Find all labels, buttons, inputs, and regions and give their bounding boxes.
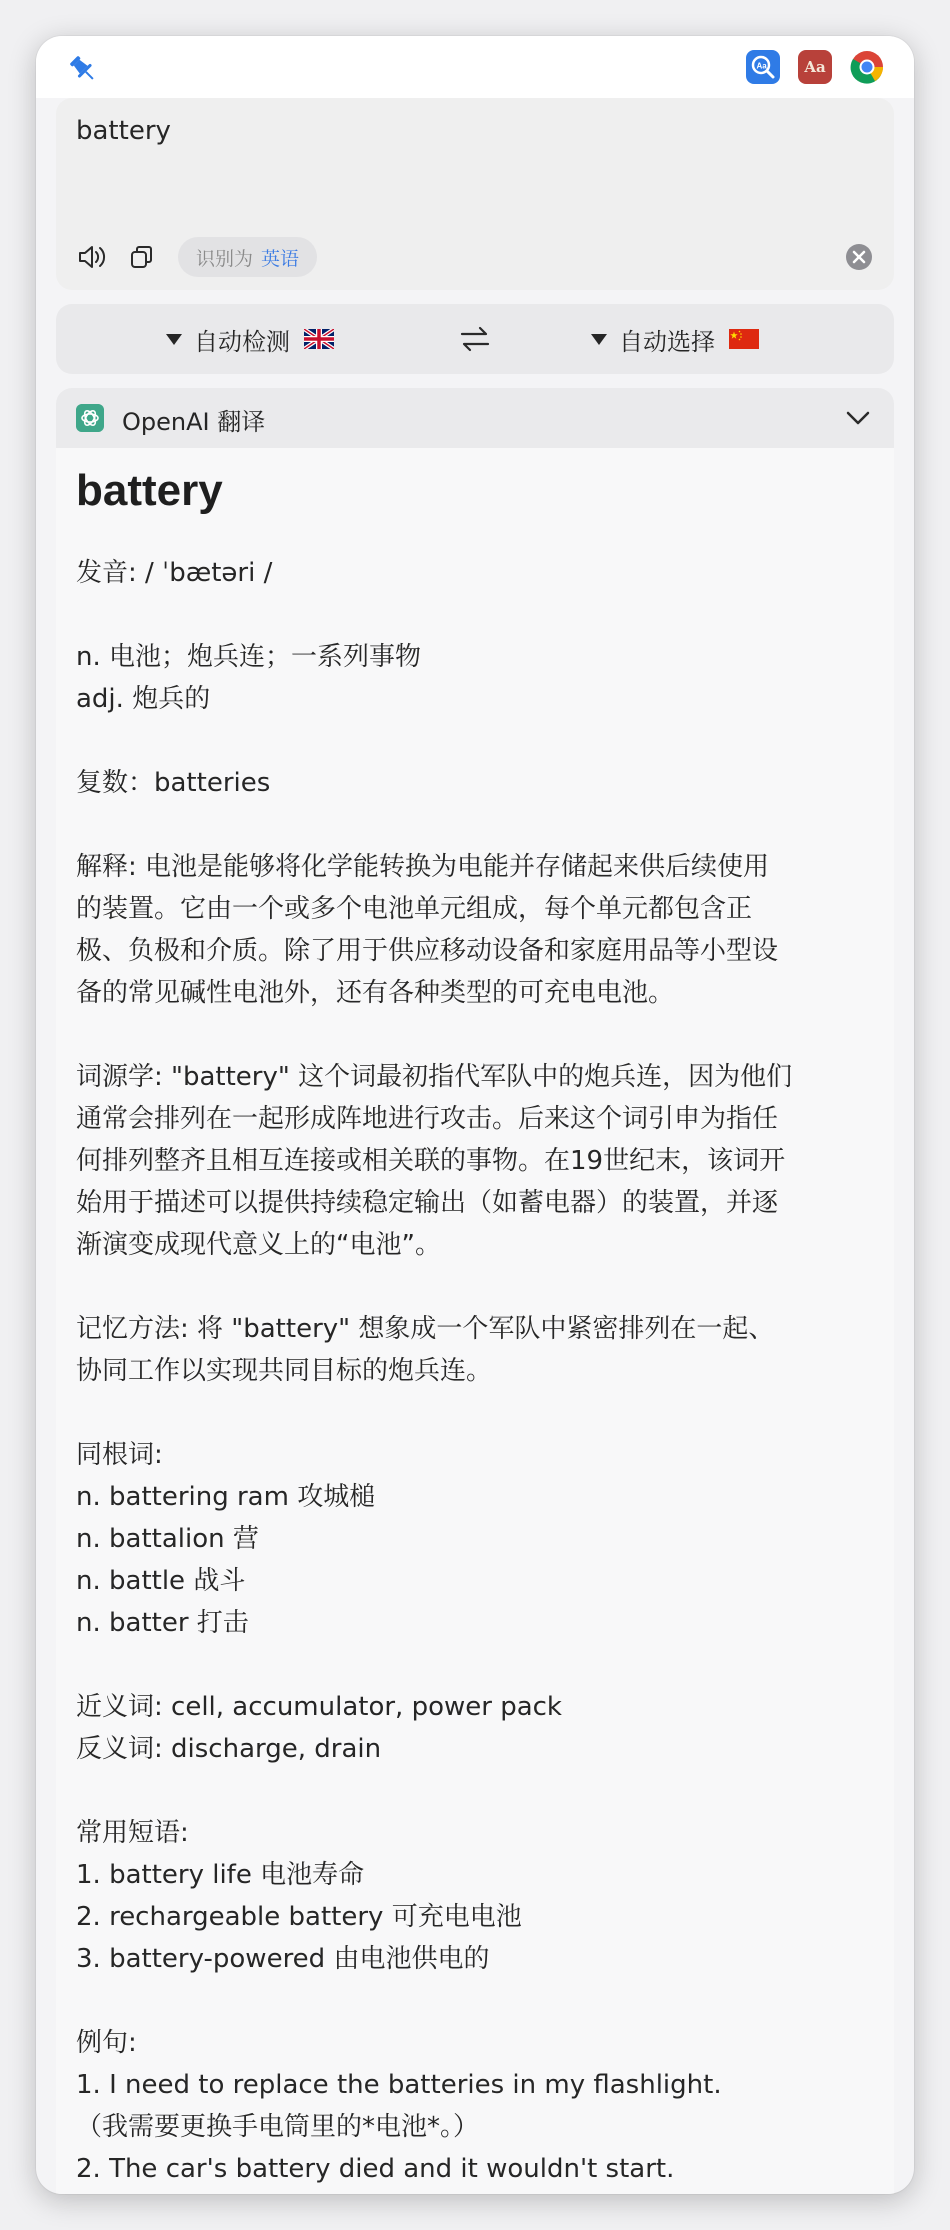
- result-line: 2. The car's battery died and it wouldn't start.: [76, 2154, 675, 2184]
- source-language-label: 自动检测: [194, 327, 290, 356]
- result-line: n. 电池；炮兵连；一系列事物: [76, 642, 422, 672]
- result-line: 1. battery life 电池寿命: [76, 1860, 365, 1890]
- result-line: adj. 炮兵的: [76, 684, 211, 714]
- copy-icon[interactable]: [128, 243, 156, 271]
- result-line: 例句:: [76, 2028, 137, 2058]
- result-line: [76, 1980, 876, 2022]
- language-bar: [56, 304, 894, 374]
- result-line: 同根词:: [76, 1440, 163, 1470]
- dropdown-triangle-icon: [591, 334, 607, 345]
- result-line: 渐演变成现代意义上的“电池”。: [76, 1230, 441, 1260]
- result-line: [76, 594, 876, 636]
- chevron-down-icon[interactable]: [844, 406, 872, 430]
- detected-prefix: 识别为: [196, 247, 254, 270]
- detected-language-badge[interactable]: [178, 237, 317, 277]
- svg-text:Aa: Aa: [756, 61, 767, 71]
- pin-icon[interactable]: [66, 52, 100, 86]
- service-name: OpenAI 翻译: [122, 408, 266, 436]
- china-flag-icon: [729, 329, 759, 349]
- result-line: 备的常见碱性电池外，还有各种类型的可充电电池。: [76, 978, 675, 1008]
- result-line: 极、负极和介质。除了用于供应移动设备和家庭用品等小型设: [76, 936, 779, 966]
- openai-icon: [76, 404, 104, 432]
- headword: battery: [76, 466, 223, 515]
- result-header[interactable]: [56, 388, 894, 448]
- app-shortcuts: [746, 50, 884, 84]
- result-line: 始用于描述可以提供持续稳定输出（如蓄电器）的装置，并逐: [76, 1188, 779, 1218]
- speaker-icon[interactable]: [76, 241, 108, 273]
- result-line: [76, 1266, 876, 1308]
- result-line: 复数：batteries: [76, 768, 271, 798]
- input-panel[interactable]: [56, 98, 894, 290]
- dropdown-triangle-icon: [166, 334, 182, 345]
- target-language-label: 自动选择: [619, 327, 715, 356]
- uk-flag-icon: [304, 329, 334, 349]
- result-line: 的装置。它由一个或多个电池单元组成，每个单元都包含正: [76, 894, 753, 924]
- clear-icon[interactable]: [844, 242, 874, 272]
- result-line: 近义词: cell, accumulator, power pack: [76, 1692, 562, 1722]
- easydict-icon[interactable]: [746, 50, 780, 84]
- result-line: 记忆方法: 将 "battery" 想象成一个军队中紧密排列在一起、: [76, 1314, 775, 1344]
- result-line: n. battalion 营: [76, 1524, 259, 1554]
- target-language-select[interactable]: [591, 304, 759, 374]
- query-input[interactable]: battery: [76, 116, 171, 146]
- result-line: 常用短语:: [76, 1818, 189, 1848]
- result-text: [76, 552, 876, 2190]
- result-line: 1. I need to replace the batteries in my flashlight.: [76, 2070, 722, 2100]
- source-language-select[interactable]: [166, 304, 334, 374]
- result-line: 协同工作以实现共同目标的炮兵连。: [76, 1356, 493, 1386]
- dictionary-icon[interactable]: Aa: [798, 50, 832, 84]
- result-line: 通常会排列在一起形成阵地进行攻击。后来这个词引申为指任: [76, 1104, 779, 1134]
- result-line: 发音: / ˈbætəri /: [76, 558, 273, 588]
- result-line: 解释: 电池是能够将化学能转换为电能并存储起来供后续使用: [76, 852, 770, 882]
- swap-icon[interactable]: [458, 324, 492, 354]
- result-line: 词源学: "battery" 这个词最初指代军队中的炮兵连，因为他们: [76, 1062, 793, 1092]
- result-line: n. battering ram 攻城槌: [76, 1482, 376, 1512]
- chrome-icon[interactable]: [850, 50, 884, 84]
- result-line: [76, 1014, 876, 1056]
- result-line: [76, 804, 876, 846]
- result-line: n. battle 战斗: [76, 1566, 246, 1596]
- translator-window: [36, 36, 914, 2194]
- result-line: [76, 1770, 876, 1812]
- result-line: n. batter 打击: [76, 1608, 249, 1638]
- result-line: （我需要更换手电筒里的*电池*。）: [76, 2112, 480, 2142]
- title-bar: [36, 36, 914, 98]
- result-line: [76, 1644, 876, 1686]
- result-line: 反义词: discharge, drain: [76, 1734, 382, 1764]
- translation-result-panel: [56, 388, 894, 2194]
- result-line: [76, 720, 876, 762]
- result-line: [76, 1392, 876, 1434]
- result-line: 何排列整齐且相互连接或相关联的事物。在19世纪末，该词开: [76, 1146, 786, 1176]
- detected-language: 英语: [261, 247, 300, 270]
- result-line: 2. rechargeable battery 可充电电池: [76, 1902, 522, 1932]
- result-line: 3. battery-powered 由电池供电的: [76, 1944, 490, 1974]
